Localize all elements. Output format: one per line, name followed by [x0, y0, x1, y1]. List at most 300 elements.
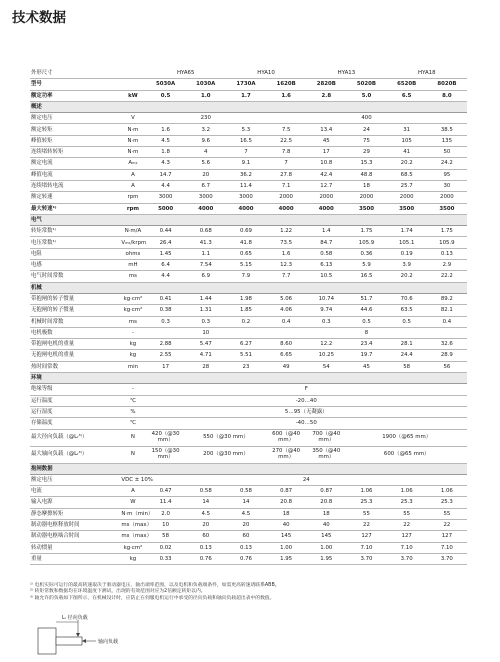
row-label: 电机极数	[30, 327, 120, 338]
unit-cell: N	[120, 446, 145, 463]
unit-cell: kg	[120, 339, 145, 350]
table-row	[30, 180, 467, 191]
value-cell: 3500	[427, 203, 467, 214]
value-cell: 127	[387, 531, 427, 542]
unit-cell: -	[120, 384, 145, 395]
value-cell: 8.0	[427, 90, 467, 101]
value-cell: 105.9	[427, 237, 467, 248]
value-cell: HYA10	[226, 68, 306, 79]
value-cell: 2.88	[146, 339, 186, 350]
section-header-row	[30, 214, 467, 225]
value-cell: 5.0	[346, 90, 386, 101]
value-cell: 3500	[346, 203, 386, 214]
value-cell: 600（@65 mm）	[346, 446, 467, 463]
value-cell: 1.44	[186, 293, 226, 304]
value-cell: 2820B	[306, 79, 346, 90]
row-label: 抱闸数据	[30, 463, 467, 474]
value-cell: 14	[186, 497, 226, 508]
value-cell: 3500	[387, 203, 427, 214]
value-cell: 41.3	[186, 237, 226, 248]
value-cell: 12.7	[306, 180, 346, 191]
spec-table	[30, 68, 467, 565]
value-cell: 6.4	[146, 260, 186, 271]
row-label: 绝缘等级	[30, 384, 120, 395]
table-row	[30, 169, 467, 180]
value-cell: 7.10	[387, 542, 427, 553]
value-cell: 4000	[266, 203, 306, 214]
row-label: 最大轴向负载（@Lᵣ³⁾）	[30, 446, 120, 463]
unit-cell: ms（max）	[120, 519, 145, 530]
value-cell: 3000	[186, 192, 226, 203]
value-cell: 105.9	[346, 237, 386, 248]
unit-cell: kg	[120, 553, 145, 564]
value-cell: 0.4	[266, 316, 306, 327]
value-cell: 0.5	[146, 90, 186, 101]
row-label: 额定电压	[30, 113, 120, 124]
value-cell: 0.5	[346, 316, 386, 327]
value-cell: 0.38	[146, 305, 186, 316]
value-cell: 4	[186, 147, 226, 158]
value-cell: 1.98	[226, 293, 266, 304]
value-cell: 1.75	[427, 226, 467, 237]
row-label: 无抱闸电机的重量	[30, 350, 120, 361]
value-cell: 0.2	[226, 316, 266, 327]
value-cell: 7.10	[427, 542, 467, 553]
value-cell: 19.7	[346, 350, 386, 361]
table-row	[30, 316, 467, 327]
value-cell: 22	[387, 519, 427, 530]
row-label: 连续堵转转矩	[30, 147, 120, 158]
value-cell: 51.7	[346, 293, 386, 304]
value-cell: 3.9	[387, 260, 427, 271]
value-cell: 1.00	[306, 542, 346, 553]
row-label: 额定电压	[30, 474, 120, 485]
row-label: 峰值电流	[30, 169, 120, 180]
unit-cell: kg·cm²	[120, 542, 145, 553]
footnotes	[30, 583, 470, 602]
section-header-row	[30, 373, 467, 384]
value-cell: 20.2	[387, 271, 427, 282]
value-cell: 84.7	[306, 237, 346, 248]
row-label: 电阻	[30, 248, 120, 259]
table-row	[30, 406, 467, 417]
radial-load-label: Lᵣ 径向负载	[62, 615, 88, 621]
row-label: 转矩常数¹⁾	[30, 226, 120, 237]
value-cell: 70.6	[387, 293, 427, 304]
value-cell: 44.6	[346, 305, 386, 316]
row-label: 额定电流	[30, 158, 120, 169]
value-cell: 0.58	[306, 248, 346, 259]
unit-cell: ohms	[120, 248, 145, 259]
value-cell: 0.3	[186, 316, 226, 327]
value-cell: 18	[266, 508, 306, 519]
value-cell: 45	[306, 135, 346, 146]
value-cell: 25.7	[387, 180, 427, 191]
value-cell: 5.51	[226, 350, 266, 361]
value-cell: 15.3	[346, 158, 386, 169]
value-cell: 145	[306, 531, 346, 542]
value-cell: HYA13	[306, 68, 386, 79]
value-cell: 23	[226, 361, 266, 372]
value-cell: 105	[387, 135, 427, 146]
value-cell: 550（@30 mm）	[186, 429, 266, 446]
table-row	[30, 486, 467, 497]
value-cell: 6.9	[186, 271, 226, 282]
row-label: 最大径向负载（@Lᵣ³⁾）	[30, 429, 120, 446]
value-cell: 48.8	[346, 169, 386, 180]
value-cell: 40	[266, 519, 306, 530]
value-cell: 0.3	[146, 316, 186, 327]
value-cell: 29	[346, 147, 386, 158]
value-cell: 20	[186, 519, 226, 530]
unit-cell	[120, 68, 145, 79]
table-row	[30, 226, 467, 237]
value-cell: 0.13	[226, 542, 266, 553]
value-cell: 10.74	[306, 293, 346, 304]
table-row	[30, 79, 467, 90]
row-label: 最大转速¹⁾	[30, 203, 120, 214]
value-cell: -20…40	[146, 395, 468, 406]
value-cell: 0.33	[146, 553, 186, 564]
row-label: 静态摩擦转矩	[30, 508, 120, 519]
value-cell: 41.8	[226, 237, 266, 248]
value-cell: 50	[427, 147, 467, 158]
unit-cell: kg·cm²	[120, 293, 145, 304]
value-cell: 14.7	[146, 169, 186, 180]
value-cell: 3000	[226, 192, 266, 203]
value-cell: 40	[306, 519, 346, 530]
row-label: 机械时间常数	[30, 316, 120, 327]
value-cell: 6.13	[306, 260, 346, 271]
value-cell: 3.70	[346, 553, 386, 564]
value-cell: 1730A	[226, 79, 266, 90]
table-row	[30, 508, 467, 519]
value-cell: 5…95（无凝露）	[146, 406, 468, 417]
value-cell: 5000	[146, 203, 186, 214]
value-cell: 2.8	[306, 90, 346, 101]
value-cell: 8020B	[427, 79, 467, 90]
row-label: 型号	[30, 79, 120, 90]
value-cell: 3.2	[186, 124, 226, 135]
value-cell: 1.06	[346, 486, 386, 497]
value-cell: 1.31	[186, 305, 226, 316]
value-cell: 20	[226, 519, 266, 530]
value-cell: 7.7	[266, 271, 306, 282]
value-cell: 54	[306, 361, 346, 372]
value-cell: 7.10	[346, 542, 386, 553]
unit-cell: A	[120, 180, 145, 191]
value-cell: 4.71	[186, 350, 226, 361]
value-cell: 45	[346, 361, 386, 372]
value-cell: 60	[186, 531, 226, 542]
value-cell: 55	[427, 508, 467, 519]
value-cell: 7.54	[186, 260, 226, 271]
value-cell: 9.1	[226, 158, 266, 169]
value-cell: 10.5	[306, 271, 346, 282]
value-cell: 14	[226, 497, 266, 508]
value-cell: 1620B	[266, 79, 306, 90]
value-cell: 150（@30 mm）	[146, 446, 186, 463]
unit-cell: W	[120, 497, 145, 508]
value-cell: 2000	[266, 192, 306, 203]
value-cell: 0.02	[146, 542, 186, 553]
unit-cell: ℃	[120, 395, 145, 406]
value-cell: 200（@30 mm）	[186, 446, 266, 463]
value-cell: 5.9	[346, 260, 386, 271]
value-cell: 700（@40 mm）	[306, 429, 346, 446]
table-row	[30, 542, 467, 553]
value-cell: 400	[266, 113, 467, 124]
value-cell: 17	[146, 361, 186, 372]
value-cell: 24.2	[427, 158, 467, 169]
table-row	[30, 395, 467, 406]
value-cell: 5.06	[266, 293, 306, 304]
value-cell: 350（@40 mm）	[306, 446, 346, 463]
unit-cell: kW	[120, 90, 145, 101]
row-label: 额定转矩	[30, 124, 120, 135]
value-cell: 5020B	[346, 79, 386, 90]
table-row	[30, 474, 467, 485]
row-label: 存储温度	[30, 418, 120, 429]
value-cell: -40…50	[146, 418, 468, 429]
value-cell: 22	[346, 519, 386, 530]
row-label: 外形尺寸	[30, 68, 120, 79]
shaft-load-figure	[36, 614, 176, 658]
value-cell: F	[146, 384, 468, 395]
value-cell: 1.95	[306, 553, 346, 564]
value-cell: 25.3	[387, 497, 427, 508]
table-row	[30, 446, 467, 463]
unit-cell: rpm	[120, 192, 145, 203]
value-cell: 4000	[186, 203, 226, 214]
value-cell: 20.8	[306, 497, 346, 508]
unit-cell: mH	[120, 260, 145, 271]
value-cell: 12.2	[306, 339, 346, 350]
value-cell: 58	[387, 361, 427, 372]
value-cell: 17	[306, 147, 346, 158]
table-row	[30, 135, 467, 146]
value-cell: 55	[346, 508, 386, 519]
table-row	[30, 113, 467, 124]
value-cell: 10.25	[306, 350, 346, 361]
value-cell: 2000	[346, 192, 386, 203]
value-cell: 75	[346, 135, 386, 146]
table-row	[30, 90, 467, 101]
row-label: 电感	[30, 260, 120, 271]
unit-cell: Vₘₛ/krpm	[120, 237, 145, 248]
table-row	[30, 271, 467, 282]
table-row	[30, 305, 467, 316]
value-cell: 32.6	[427, 339, 467, 350]
table-row	[30, 248, 467, 259]
value-cell: 127	[427, 531, 467, 542]
value-cell: 2.55	[146, 350, 186, 361]
value-cell: 73.5	[266, 237, 306, 248]
value-cell: 4.3	[146, 158, 186, 169]
value-cell: 0.87	[266, 486, 306, 497]
value-cell: 4000	[226, 203, 266, 214]
unit-cell: kg	[120, 350, 145, 361]
value-cell: 1.00	[266, 542, 306, 553]
row-label: 制动器电枢释放时间	[30, 519, 120, 530]
value-cell: HYA65	[146, 68, 226, 79]
page-title: 技术数据	[12, 10, 66, 26]
section-header-row	[30, 463, 467, 474]
table-row	[30, 339, 467, 350]
value-cell: 10	[146, 327, 267, 338]
row-label: 电气	[30, 214, 467, 225]
row-label: 电流	[30, 486, 120, 497]
value-cell: 0.13	[427, 248, 467, 259]
value-cell: 24	[346, 124, 386, 135]
footnote-2: ²⁾ 转矩常数和数据均在环境温度下测试，出现的有效范围对应为2倍额定转矩以内。	[30, 589, 206, 595]
value-cell: 2000	[306, 192, 346, 203]
value-cell: 18	[306, 508, 346, 519]
value-cell: 82.1	[427, 305, 467, 316]
value-cell: 2000	[387, 192, 427, 203]
unit-cell: Aₘₛ	[120, 158, 145, 169]
value-cell: 1.75	[346, 226, 386, 237]
value-cell: 22	[427, 519, 467, 530]
unit-cell: A	[120, 169, 145, 180]
value-cell: 28.9	[427, 350, 467, 361]
unit-cell: ms（max）	[120, 531, 145, 542]
unit-cell: ms	[120, 316, 145, 327]
value-cell: 20.2	[387, 158, 427, 169]
value-cell: 4.4	[146, 271, 186, 282]
unit-cell	[120, 79, 145, 90]
table-row	[30, 429, 467, 446]
value-cell: 270（@40 mm）	[266, 446, 306, 463]
row-label: 电气时间常数	[30, 271, 120, 282]
value-cell: 6.7	[186, 180, 226, 191]
value-cell: 7.1	[266, 180, 306, 191]
value-cell: 5030A	[146, 79, 186, 90]
value-cell: 1.06	[387, 486, 427, 497]
row-label: 转动惯量	[30, 542, 120, 553]
unit-cell: N·m/A	[120, 226, 145, 237]
value-cell: 27.8	[266, 169, 306, 180]
unit-cell: N	[120, 429, 145, 446]
value-cell: 0.19	[387, 248, 427, 259]
value-cell: 4.4	[146, 180, 186, 191]
value-cell: 4.5	[186, 508, 226, 519]
radial-arrow-head	[76, 633, 80, 637]
row-label: 峰值转矩	[30, 135, 120, 146]
value-cell: 24	[146, 474, 468, 485]
value-cell: 2.9	[427, 260, 467, 271]
value-cell: 600（@40 mm）	[266, 429, 306, 446]
table-row	[30, 293, 467, 304]
value-cell: 89.2	[427, 293, 467, 304]
value-cell: 1.8	[146, 147, 186, 158]
row-label: 连续堵转电流	[30, 180, 120, 191]
unit-cell: rpm	[120, 203, 145, 214]
value-cell: 7	[266, 158, 306, 169]
row-label: 运行温度	[30, 395, 120, 406]
table-row	[30, 68, 467, 79]
row-label: 无抱闸的转子惯量	[30, 305, 120, 316]
value-cell: 10	[146, 519, 186, 530]
unit-cell: A	[120, 486, 145, 497]
unit-cell: N·m	[120, 124, 145, 135]
value-cell: 22.2	[427, 271, 467, 282]
value-cell: 0.3	[306, 316, 346, 327]
value-cell: 2000	[427, 192, 467, 203]
value-cell: 135	[427, 135, 467, 146]
value-cell: 26.4	[146, 237, 186, 248]
unit-cell: VDC ± 10%	[120, 474, 145, 485]
value-cell: 5.47	[186, 339, 226, 350]
value-cell: 18	[346, 180, 386, 191]
value-cell: 1.0	[186, 90, 226, 101]
value-cell: 30	[427, 180, 467, 191]
value-cell: 12.3	[266, 260, 306, 271]
value-cell: 11.4	[226, 180, 266, 191]
motor-flange-shape	[38, 628, 56, 654]
value-cell: 13.4	[306, 124, 346, 135]
value-cell: 0.58	[226, 486, 266, 497]
value-cell: 145	[266, 531, 306, 542]
value-cell: 7.5	[266, 124, 306, 135]
table-row	[30, 497, 467, 508]
value-cell: 1.7	[226, 90, 266, 101]
value-cell: 0.36	[346, 248, 386, 259]
value-cell: 3.70	[387, 553, 427, 564]
unit-cell: ℃	[120, 418, 145, 429]
value-cell: 5.6	[186, 158, 226, 169]
value-cell: 24.4	[387, 350, 427, 361]
value-cell: 8	[266, 327, 467, 338]
value-cell: 0.76	[226, 553, 266, 564]
value-cell: 10.8	[306, 158, 346, 169]
row-label: 带抱闸的转子惯量	[30, 293, 120, 304]
value-cell: 38.5	[427, 124, 467, 135]
footnote-3: ³⁾ 轴允许的负载如下图所示，在机械设计时，应防止在伺服电机运行中承受的径向负载和轴向负载超出表中的数值。	[30, 595, 275, 601]
unit-cell: -	[120, 327, 145, 338]
table-row	[30, 327, 467, 338]
value-cell: 63.5	[387, 305, 427, 316]
value-cell: 2.0	[146, 508, 186, 519]
value-cell: 49	[266, 361, 306, 372]
value-cell: 1.85	[226, 305, 266, 316]
value-cell: 41	[387, 147, 427, 158]
value-cell: 55	[387, 508, 427, 519]
value-cell: 25.3	[427, 497, 467, 508]
value-cell: 56	[427, 361, 467, 372]
load-diagram	[36, 614, 176, 658]
value-cell: 0.68	[186, 226, 226, 237]
value-cell: 28	[186, 361, 226, 372]
value-cell: 105.1	[387, 237, 427, 248]
value-cell: 1030A	[186, 79, 226, 90]
unit-cell: min	[120, 361, 145, 372]
value-cell: 58	[146, 531, 186, 542]
value-cell: 1.1	[186, 248, 226, 259]
value-cell: 6.27	[226, 339, 266, 350]
value-cell: 1.22	[266, 226, 306, 237]
table-row	[30, 361, 467, 372]
unit-cell: N·m	[120, 147, 145, 158]
row-label: 运行湿度	[30, 406, 120, 417]
row-label: 电压常数¹⁾	[30, 237, 120, 248]
value-cell: 11.4	[146, 497, 186, 508]
value-cell: 0.44	[146, 226, 186, 237]
value-cell: 4.5	[146, 135, 186, 146]
value-cell: 31	[387, 124, 427, 135]
table-row	[30, 553, 467, 564]
value-cell: 23.4	[346, 339, 386, 350]
